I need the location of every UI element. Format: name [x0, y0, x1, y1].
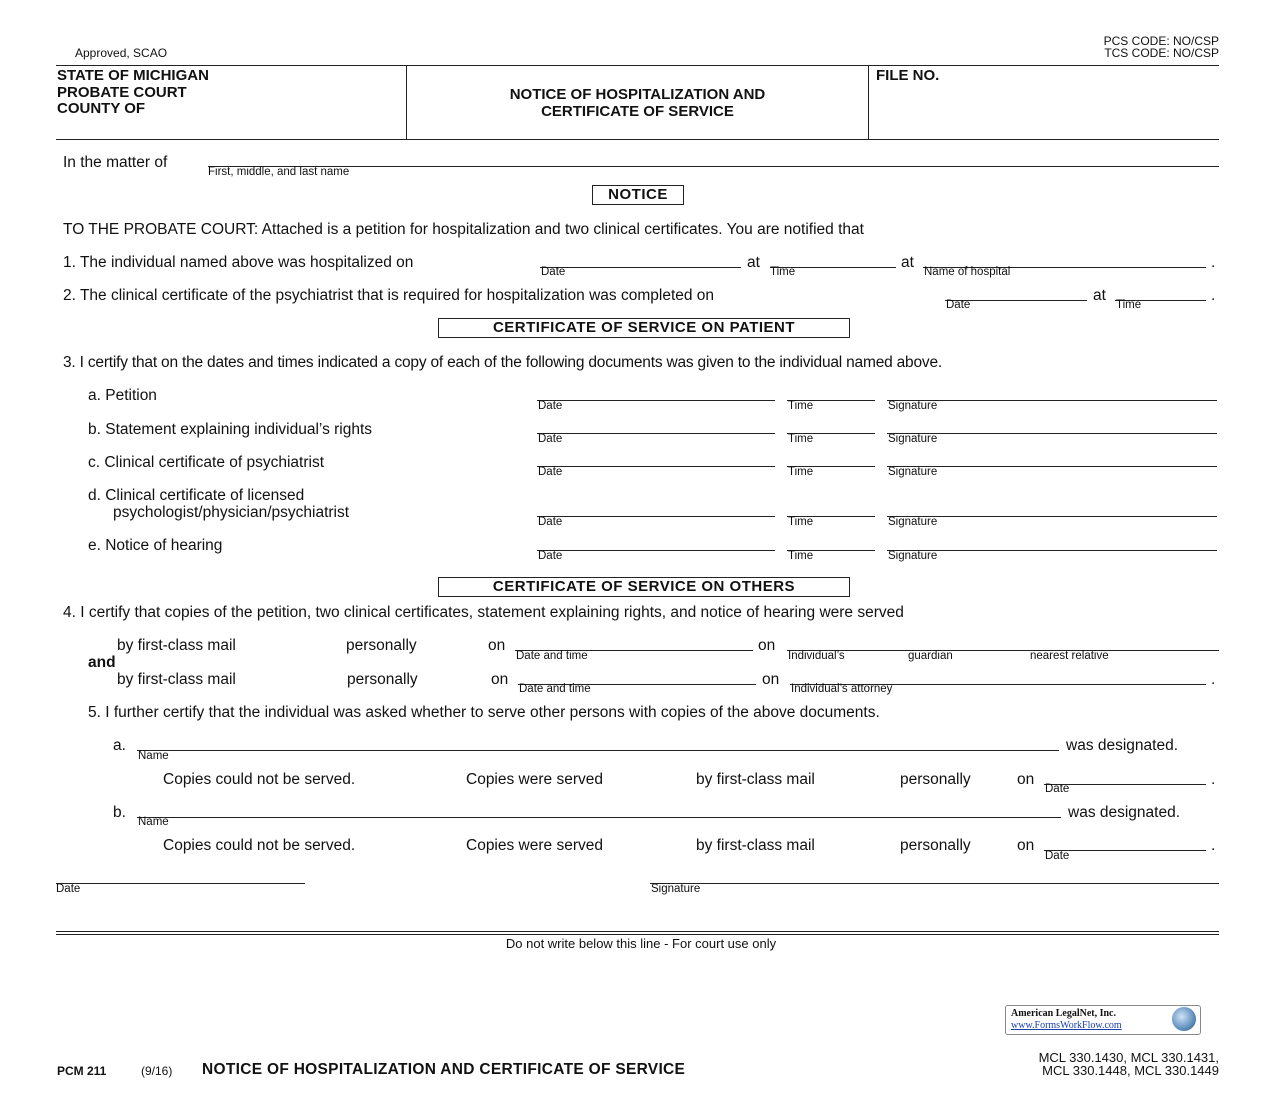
name-caption: Name [138, 750, 169, 762]
time-caption: Time [788, 433, 814, 445]
signature-caption: Signature [888, 400, 938, 412]
form-title-line2: CERTIFICATE OF SERVICE [541, 103, 734, 120]
county-label: COUNTY OF [57, 100, 146, 117]
period: . [1211, 254, 1216, 271]
globe-icon [1172, 1007, 1196, 1031]
mail-option[interactable]: by first-class mail [696, 771, 815, 788]
notice-intro: TO THE PROBATE COURT: Attached is a petition for hospitalization and two clinical certificates. You are notified that [63, 221, 864, 238]
others-service-heading: CERTIFICATE OF SERVICE ON OTHERS [438, 577, 850, 597]
on-label: on [488, 637, 506, 654]
mail-option[interactable]: by first-class mail [696, 837, 815, 854]
at-label: at [747, 254, 760, 271]
date-caption: Date [541, 266, 566, 278]
date-caption: Date [1045, 850, 1070, 862]
matter-label: In the matter of [63, 154, 168, 171]
notice-heading: NOTICE [592, 185, 684, 205]
patient-item3: 3. I certify that on the dates and times indicated a copy of each of the following documents was given to the individual named above. [63, 354, 942, 371]
personally-option[interactable]: personally [900, 837, 971, 854]
signature-caption: Signature [651, 883, 701, 895]
american-legalnet-logo [1005, 1005, 1201, 1035]
date-time-caption: Date and time [519, 683, 591, 695]
mcl-citation-1: MCL 330.1430, MCL 330.1431, [1038, 1050, 1219, 1065]
and-label: and [88, 654, 116, 671]
service-date-field[interactable] [537, 550, 775, 551]
service-date-field[interactable] [537, 433, 775, 434]
time-caption: Time [788, 466, 814, 478]
were-served-option[interactable]: Copies were served [466, 837, 603, 854]
personally-option[interactable]: personally [346, 637, 417, 654]
on-label: on [762, 671, 780, 688]
date-caption: Date [1045, 783, 1070, 795]
doc-rights-statement: b. Statement explaining individual’s rights [88, 421, 373, 438]
date-caption: Date [56, 883, 81, 895]
court-use-rule [56, 934, 1219, 935]
logo-company-name: American LegalNet, Inc. [1011, 1008, 1116, 1019]
mcl-citation-2: MCL 330.1448, MCL 330.1449 [1042, 1063, 1219, 1078]
form-title-line1: NOTICE OF HOSPITALIZATION AND [509, 86, 766, 103]
court-use-rule [56, 931, 1219, 932]
date-caption: Date [538, 400, 563, 412]
state-label: STATE OF MICHIGAN [57, 67, 209, 84]
recipient-field[interactable] [787, 650, 1219, 651]
attorney-caption: Individual’s attorney [791, 683, 893, 695]
matter-sublabel: First, middle, and last name [208, 166, 350, 178]
date-caption: Date [538, 516, 563, 528]
were-served-option[interactable]: Copies were served [466, 771, 603, 788]
not-served-option[interactable]: Copies could not be served. [163, 837, 356, 854]
patient-service-heading: CERTIFICATE OF SERVICE ON PATIENT [438, 318, 850, 338]
signing-date-field[interactable] [56, 883, 305, 884]
on-label: on [758, 637, 776, 654]
others-item5: 5. I further certify that the individual was asked whether to serve other persons with copies of the above documents. [88, 704, 880, 721]
doc-licensed-certificate-line2: psychologist/physician/psychiatrist [113, 504, 350, 521]
header-top-rule [56, 65, 1219, 66]
at-label: at [901, 254, 914, 271]
signature-caption: Signature [888, 550, 938, 562]
item-a-label: a. [113, 737, 126, 754]
individuals-option[interactable]: Individual’s [788, 650, 845, 662]
time-caption: Time [788, 400, 814, 412]
name-caption: Name [138, 816, 169, 828]
doc-psychiatrist-certificate: c. Clinical certificate of psychiatrist [88, 454, 325, 471]
designated-label: was designated. [1066, 737, 1179, 754]
at-label: at [1093, 287, 1106, 304]
time-caption: Time [770, 266, 796, 278]
date-caption: Date [538, 466, 563, 478]
date-time-caption: Date and time [516, 650, 588, 662]
doc-notice-of-hearing: e. Notice of hearing [88, 537, 223, 554]
pcs-code: PCS CODE: NO/CSP [1103, 34, 1219, 48]
period: . [1211, 837, 1216, 854]
date-caption: Date [538, 550, 563, 562]
doc-licensed-certificate: d. Clinical certificate of licensed [88, 487, 305, 504]
not-served-option[interactable]: Copies could not be served. [163, 771, 356, 788]
court-use-note: Do not write below this line - For court use only [505, 936, 777, 951]
mail-option[interactable]: by first-class mail [117, 637, 236, 654]
court-label: PROBATE COURT [57, 84, 187, 101]
notice-item2: 2. The clinical certificate of the psychiatrist that is required for hospitalization was completed on [63, 287, 715, 304]
footer-form-title: NOTICE OF HOSPITALIZATION AND CERTIFICATE OF SERVICE [202, 1061, 686, 1078]
on-label: on [1017, 837, 1035, 854]
designee-a-name-field[interactable] [137, 750, 1059, 751]
personally-option[interactable]: personally [347, 671, 418, 688]
tcs-code: TCS CODE: NO/CSP [1104, 46, 1219, 60]
time-caption: Time [788, 550, 814, 562]
period: . [1211, 671, 1216, 688]
hospital-caption: Name of hospital [924, 266, 1011, 278]
designee-b-name-field[interactable] [137, 817, 1061, 818]
on-label: on [491, 671, 509, 688]
file-no-label: FILE NO. [876, 67, 940, 84]
form-revision: (9/16) [141, 1064, 173, 1078]
on-label: on [1017, 771, 1035, 788]
date-caption: Date [538, 433, 563, 445]
time-caption: Time [788, 516, 814, 528]
relative-option[interactable]: nearest relative [1030, 650, 1109, 662]
guardian-option[interactable]: guardian [908, 650, 953, 662]
designated-label: was designated. [1068, 804, 1181, 821]
signature-caption: Signature [888, 466, 938, 478]
mail-option[interactable]: by first-class mail [117, 671, 236, 688]
time-caption: Time [1116, 299, 1142, 311]
service-date-field[interactable] [537, 466, 775, 467]
personally-option[interactable]: personally [900, 771, 971, 788]
date-caption: Date [946, 299, 971, 311]
period: . [1211, 287, 1216, 304]
service-date-field[interactable] [537, 400, 775, 401]
service-date-field[interactable] [537, 516, 775, 517]
signature-caption: Signature [888, 433, 938, 445]
matter-name-field[interactable] [208, 166, 1219, 167]
period: . [1211, 771, 1216, 788]
header-divider [868, 66, 869, 139]
signature-field[interactable] [650, 883, 1219, 884]
hospitalized-date-field[interactable] [540, 267, 741, 268]
logo-website-link[interactable]: www.FormsWorkFlow.com [1011, 1020, 1122, 1031]
notice-item1: 1. The individual named above was hospitalized on [63, 254, 414, 271]
others-item4: 4. I certify that copies of the petition, two clinical certificates, statement explaining rights, and notice of hearing were served [63, 604, 904, 621]
doc-petition: a. Petition [88, 387, 157, 404]
approved-label: Approved, SCAO [75, 46, 168, 60]
form-number: PCM 211 [57, 1064, 107, 1078]
item-b-label: b. [113, 804, 126, 821]
signature-caption: Signature [888, 516, 938, 528]
header-bottom-rule [56, 139, 1219, 140]
